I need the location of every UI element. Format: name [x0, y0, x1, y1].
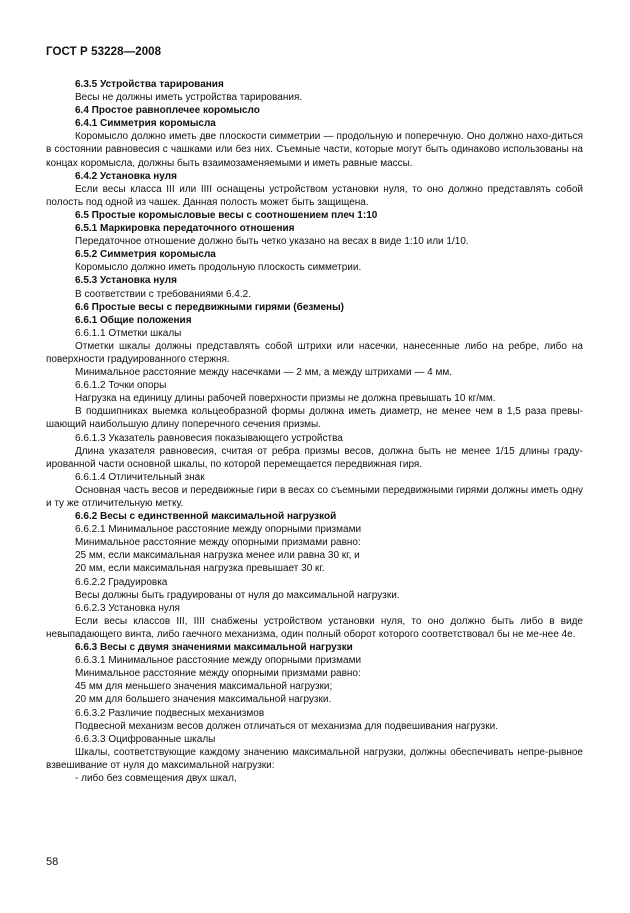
body-paragraph: Коромысло должно иметь продольную плоскость симметрии.	[75, 262, 362, 274]
body-paragraph: 6.6.1.1 Отметки шкалы	[75, 327, 182, 339]
section-heading: 6.5.1 Маркировка передаточного отношения	[75, 223, 295, 235]
body-paragraph: 6.6.2.1 Минимальное расстояние между опорными призмами	[75, 524, 362, 536]
body-paragraph: Передаточное отношение должно быть четко указано на весах в виде 1:10 или 1/10.	[75, 236, 469, 248]
body-paragraph: 6.6.1.2 Точки опоры	[75, 380, 167, 392]
body-paragraph: 25 мм, если максимальная нагрузка менее или равна 30 кг, и	[75, 550, 360, 562]
section-heading: 6.6.3 Весы с двумя значениями максимальной нагрузки	[75, 642, 353, 654]
body-paragraph: Минимальное расстояние между насечками — 2 мм, а между штрихами — 4 мм.	[75, 367, 452, 379]
body-paragraph: Длина указателя равновесия, считая от ребра призмы весов, должна быть не менее 1/15 длины граду-ированной части основной шкалы, по которой перемещается передвижная гиря.	[46, 445, 583, 470]
section-heading: 6.4.1 Симметрия коромысла	[75, 118, 216, 130]
body-paragraph: Отметки шкалы должны представлять собой штрихи или насечки, нанесенные либо на ребре, либо на поверхности градуированного стержня.	[46, 340, 583, 365]
section-heading: 6.6 Простые весы с передвижными гирями (безмены)	[75, 301, 344, 313]
body-paragraph: Основная часть весов и передвижные гири в весах со съемными передвижными гирями должны иметь одну и ту же отличительную метку.	[46, 484, 583, 509]
body-paragraph: Минимальное расстояние между опорными призмами равно:	[75, 668, 361, 680]
body-paragraph: 45 мм для меньшего значения максимальной нагрузки;	[75, 681, 333, 693]
body-paragraph: Минимальное расстояние между опорными призмами равно:	[75, 537, 361, 549]
section-heading: 6.4 Простое равноплечее коромысло	[75, 105, 260, 117]
body-paragraph: 6.6.2.2 Градуировка	[75, 576, 168, 588]
body-paragraph: Если весы классов III, IIII снабжены устройством установки нуля, то оно должно быть либо в виде невыпадающего винта, либо гаечного механизма, один полный оборот которого соответствовал бы не ме-нее 4e.	[46, 615, 583, 640]
body-paragraph: В соответствии с требованиями 6.4.2.	[75, 288, 251, 300]
body-paragraph: Шкалы, соответствующие каждому значению максимальной нагрузки, должны обеспечивать непре-рывное взвешивание от нуля до максимальной нагрузки:	[46, 746, 583, 771]
document-body	[46, 78, 583, 785]
body-paragraph: Коромысло должно иметь две плоскости симметрии — продольную и поперечную. Оно должно нахо-диться в состоянии равновесия с чашками или без них. Съемные части, которые могут быть одинаково использованы на концах коромысла, должны быть взаимозаменяемыми и иметь равные массы.	[46, 131, 583, 169]
section-heading: 6.6.2 Весы с единственной максимальной нагрузкой	[75, 511, 337, 523]
body-paragraph: Подвесной механизм весов должен отличаться от механизма для подвешивания нагрузки.	[75, 720, 499, 732]
body-paragraph: 6.6.3.3 Оцифрованные шкалы	[75, 733, 216, 745]
body-paragraph: Весы не должны иметь устройства тарирования.	[75, 92, 303, 104]
body-paragraph: 20 мм, если максимальная нагрузка превышает 30 кг.	[75, 563, 325, 575]
body-paragraph: 6.6.3.1 Минимальное расстояние между опорными призмами	[75, 655, 362, 667]
body-paragraph: 6.6.3.2 Различие подвесных механизмов	[75, 707, 265, 719]
body-paragraph: Нагрузка на единицу длины рабочей поверхности призмы не должна превышать 10 кг/мм.	[75, 393, 496, 405]
standard-header: ГОСТ Р 53228—2008	[46, 46, 162, 58]
section-heading: 6.5.3 Установка нуля	[75, 275, 177, 287]
section-heading: 6.3.5 Устройства тарирования	[75, 79, 224, 90]
body-paragraph: Если весы класса III или IIII оснащены устройством установки нуля, то оно должно представлять собой полость под одной из чашек. Данная полость может быть защищена.	[46, 183, 583, 208]
body-paragraph: В подшипниках выемка кольцеобразной формы должна иметь диаметр, не менее чем в 1,5 раза превы-шающий наибольшую длину поперечного сечения призмы.	[46, 406, 583, 431]
section-heading: 6.5.2 Симметрия коромысла	[75, 249, 216, 261]
body-paragraph: 6.6.2.3 Установка нуля	[75, 602, 180, 614]
section-heading: 6.6.1 Общие положения	[75, 314, 192, 326]
body-paragraph: 6.6.1.4 Отличительный знак	[75, 471, 205, 483]
body-paragraph: 20 мм для большего значения максимальной нагрузки.	[75, 694, 332, 706]
body-paragraph: - либо без совмещения двух шкал,	[75, 772, 237, 784]
section-heading: 6.4.2 Установка нуля	[75, 170, 177, 182]
body-paragraph: 6.6.1.3 Указатель равновесия показывающего устройства	[75, 432, 343, 444]
body-paragraph: Весы должны быть градуированы от нуля до максимальной нагрузки.	[75, 589, 400, 601]
section-heading: 6.5 Простые коромысловые весы с соотношением плеч 1:10	[75, 209, 378, 221]
page-number: 58	[46, 856, 59, 868]
